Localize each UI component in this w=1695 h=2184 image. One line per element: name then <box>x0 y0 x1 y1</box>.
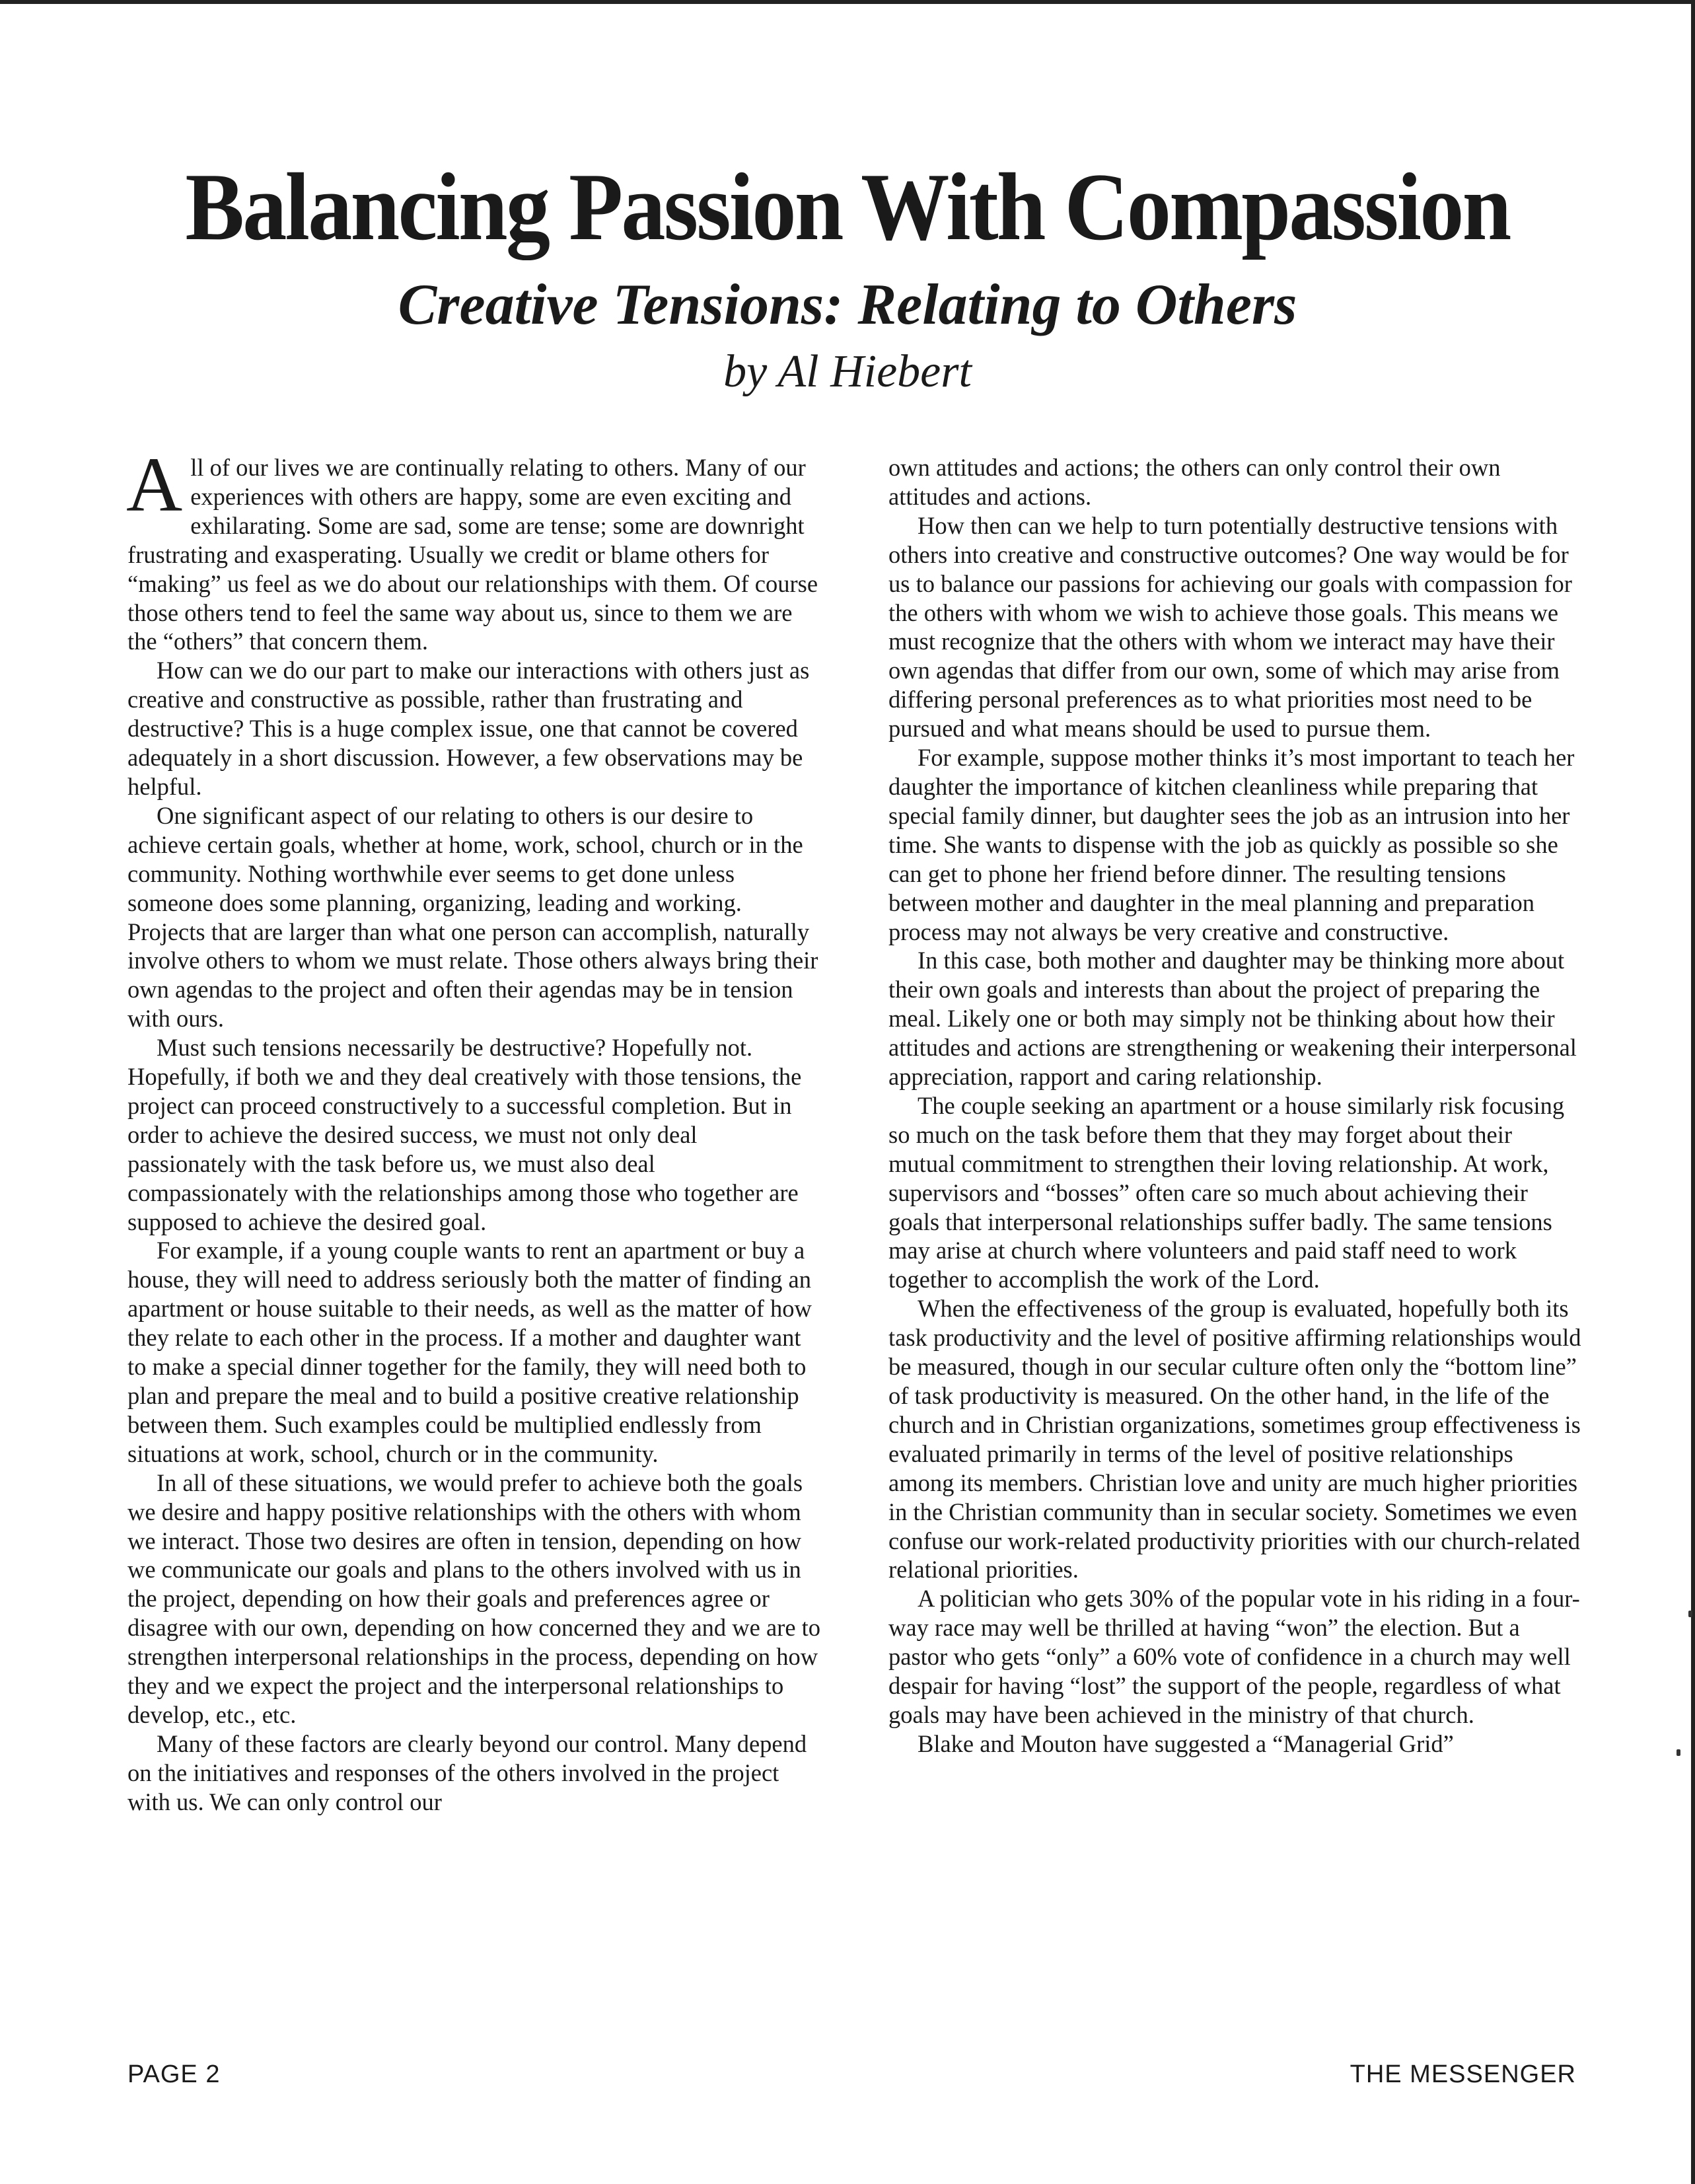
left-column <box>126 441 821 1817</box>
paragraph: For example, if a young couple wants to rent an apartment or buy a house, they will need to address seriously both the matter of finding an apartment or house suitable to their needs, as well as the matter of how they relate to each other in the process. If a mother and daughter want to make a special dinner together for the family, they will need both to plan and prepare the meal and to build a positive creative relationship between them. Such examples could be multiplied endlessly from situations at work, school, church or in the community. <box>127 1237 812 1467</box>
article-title: Balancing Passion With Compassion <box>185 153 1510 260</box>
article-byline: by Al Hiebert <box>723 346 972 397</box>
drop-cap: A <box>126 441 183 528</box>
scan-edge-top <box>0 0 1695 4</box>
paragraph <box>126 441 821 656</box>
paragraph: The couple seeking an apartment or a house similarly risk focusing so much on the task before them that they may forget about their mutual commitment to strengthen their loving relationship. At work, supervisors and “bosses” often care so much about achieving their goals that interpersonal relationships suffer badly. The same tensions may arise at church where volunteers and paid staff need to work together to accomplish the work of the Lord. <box>888 1091 1565 1293</box>
paragraph: How can we do our part to make our interactions with others just as creative and constructive as possible, rather than frustrating and destructive? This is a huge complex issue, one that cannot be covered adequately in a short discussion. However, a few observations may be helpful. <box>127 657 810 800</box>
paragraph: Blake and Mouton have suggested a “Managerial Grid” <box>918 1729 1454 1757</box>
margin-mark <box>1688 1611 1692 1617</box>
margin-mark <box>1677 1749 1680 1756</box>
page-number: PAGE 2 <box>127 2060 221 2088</box>
paragraph: For example, suppose mother thinks it’s most important to teach her daughter the importance of kitchen cleanliness while preparing that special family dinner, but daughter sees the job as an intrusion into her time. She wants to dispense with the job as quickly as possible so she can get to phone her friend before dinner. The resulting tensions between mother and daughter in the meal planning and preparation process may not always be very creative and constructive. <box>888 744 1575 945</box>
paragraph: Must such tensions necessarily be destructive? Hopefully not. Hopefully, if both we and they deal creatively with those tensions, the project can proceed constructively to a successful completion. But in order to achieve the desired success, we must not only deal passionately with the task before us, we must also deal compassionately with the relationships among those who together are supposed to achieve the desired goal. <box>127 1034 802 1235</box>
paragraph: One significant aspect of our relating to others is our desire to achieve certain goals, whether at home, work, school, church or in the community. Nothing worthwhile ever seems to get done unless someone does some planning, organizing, leading and working. Projects that are larger than what one person can accomplish, naturally involve others to whom we must relate. Those others always bring their own agendas to the project and often their agendas may be in tension with ours. <box>127 801 818 1033</box>
paragraph-text: ll of our lives we are continually relating to others. Many of our experiences with others are happy, some are even exciting and exhilarating. Some are sad, some are tense; some are downright frustrating and exasperating. Usually we credit or blame others for “making” us feel as we do about our relationships with them. Of course those others tend to feel the same way about us, since to them we are the “others” that concern them. <box>127 454 818 655</box>
paragraph: Many of these factors are clearly beyond our control. Many depend on the initiatives and responses of the others involved in the project with us. We can only control our <box>127 1729 807 1815</box>
article-subtitle: Creative Tensions: Relating to Others <box>398 273 1297 337</box>
paragraph: How then can we help to turn potentially destructive tensions with others into creative and constructive outcomes? One way would be for us to balance our passions for achieving our goals with compassion for the others with whom we wish to achieve those goals. This means we must recognize that the others with whom we interact may have their own agendas that differ from our own, some of which may arise from differing personal preferences as to what priorities most need to be pursued and what means should be used to pursue them. <box>888 511 1572 743</box>
right-column <box>888 453 1582 1759</box>
publication-name: THE MESSENGER <box>1350 2060 1576 2088</box>
paragraph: A politician who gets 30% of the popular vote in his riding in a four-way race may well be thrilled at having “won” the election. But a pastor who gets “only” a 60% vote of confidence in a church may well despair for having “lost” the support of the people, regardless of what goals may have been achieved in the ministry of that church. <box>888 1585 1580 1728</box>
paragraph-continuation: own attitudes and actions; the others can only control their own attitudes and actions. <box>888 454 1501 510</box>
paragraph: In this case, both mother and daughter may be thinking more about their own goals and interests than about the project of preparing the meal. Likely one or both may simply not be thinking about how their attitudes and actions are strengthening or weakening their interpersonal appreciation, rapport and caring relationship. <box>888 947 1577 1091</box>
paragraph: When the effectiveness of the group is evaluated, hopefully both its task productivity and the level of positive affirming relationships would be measured, though in our secular culture often only the “bottom line” of task productivity is measured. On the other hand, in the life of the church and in Christian organizations, sometimes group effectiveness is evaluated primarily in terms of the level of positive relationships among its members. Christian love and unity are much higher priorities in the Christian community than in secular society. Sometimes we even confuse our work-related productivity priorities with our church-related relational priorities. <box>888 1295 1581 1583</box>
paragraph: In all of these situations, we would prefer to achieve both the goals we desire and happy positive relationships with the others with whom we interact. Those two desires are often in tension, depending on how we communicate our goals and plans to the others involved with us in the project, depending on how their goals and preferences agree or disagree with our own, depending on how concerned they and we are to strengthen interpersonal relationships in the process, depending on how they and we expect the project and the interpersonal relationships to develop, etc., etc. <box>127 1469 821 1728</box>
